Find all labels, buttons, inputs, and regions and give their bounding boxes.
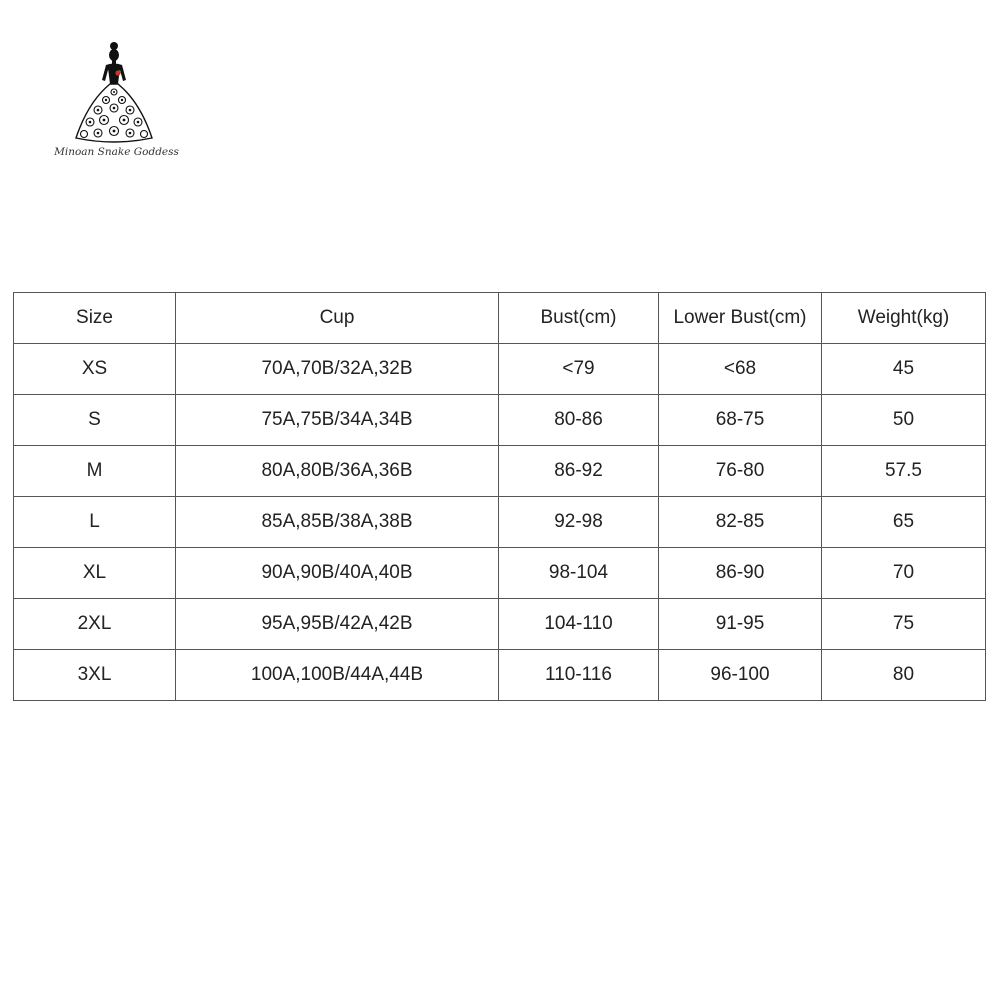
header-bust: Bust(cm) bbox=[499, 293, 659, 344]
cell-lower-bust: 68-75 bbox=[659, 395, 822, 446]
cell-bust: 110-116 bbox=[499, 650, 659, 701]
table-row bbox=[14, 599, 986, 650]
cell-weight: 50 bbox=[822, 395, 986, 446]
cell-size: 2XL bbox=[14, 599, 176, 650]
brand-logo bbox=[44, 40, 189, 170]
cell-weight: 57.5 bbox=[822, 446, 986, 497]
table-row bbox=[14, 650, 986, 701]
cell-cup: 95A,95B/42A,42B bbox=[176, 599, 499, 650]
cell-weight: 65 bbox=[822, 497, 986, 548]
header-lower-bust: Lower Bust(cm) bbox=[659, 293, 822, 344]
cell-lower-bust: 76-80 bbox=[659, 446, 822, 497]
cell-size: M bbox=[14, 446, 176, 497]
size-chart-table bbox=[13, 292, 986, 701]
brand-name: Minoan Snake Goddess bbox=[54, 146, 179, 158]
header-row bbox=[14, 293, 986, 344]
table-row bbox=[14, 497, 986, 548]
cell-bust: 92-98 bbox=[499, 497, 659, 548]
cell-lower-bust: 91-95 bbox=[659, 599, 822, 650]
cell-cup: 80A,80B/36A,36B bbox=[176, 446, 499, 497]
cell-size: XS bbox=[14, 344, 176, 395]
cell-bust: 86-92 bbox=[499, 446, 659, 497]
header-size: Size bbox=[14, 293, 176, 344]
cell-cup: 70A,70B/32A,32B bbox=[176, 344, 499, 395]
cell-bust: 98-104 bbox=[499, 548, 659, 599]
cell-bust: 80-86 bbox=[499, 395, 659, 446]
table-row bbox=[14, 344, 986, 395]
cell-lower-bust: 82-85 bbox=[659, 497, 822, 548]
cell-lower-bust: 96-100 bbox=[659, 650, 822, 701]
cell-cup: 85A,85B/38A,38B bbox=[176, 497, 499, 548]
cell-cup: 90A,90B/40A,40B bbox=[176, 548, 499, 599]
cell-size: 3XL bbox=[14, 650, 176, 701]
cell-cup: 75A,75B/34A,34B bbox=[176, 395, 499, 446]
dress-silhouette-icon bbox=[68, 40, 160, 146]
cell-size: L bbox=[14, 497, 176, 548]
cell-bust: <79 bbox=[499, 344, 659, 395]
table-row bbox=[14, 395, 986, 446]
cell-weight: 80 bbox=[822, 650, 986, 701]
cell-weight: 75 bbox=[822, 599, 986, 650]
table-row bbox=[14, 446, 986, 497]
cell-weight: 70 bbox=[822, 548, 986, 599]
table-row bbox=[14, 548, 986, 599]
cell-cup: 100A,100B/44A,44B bbox=[176, 650, 499, 701]
cell-bust: 104-110 bbox=[499, 599, 659, 650]
cell-size: S bbox=[14, 395, 176, 446]
cell-lower-bust: 86-90 bbox=[659, 548, 822, 599]
cell-size: XL bbox=[14, 548, 176, 599]
cell-lower-bust: <68 bbox=[659, 344, 822, 395]
header-cup: Cup bbox=[176, 293, 499, 344]
cell-weight: 45 bbox=[822, 344, 986, 395]
header-weight: Weight(kg) bbox=[822, 293, 986, 344]
